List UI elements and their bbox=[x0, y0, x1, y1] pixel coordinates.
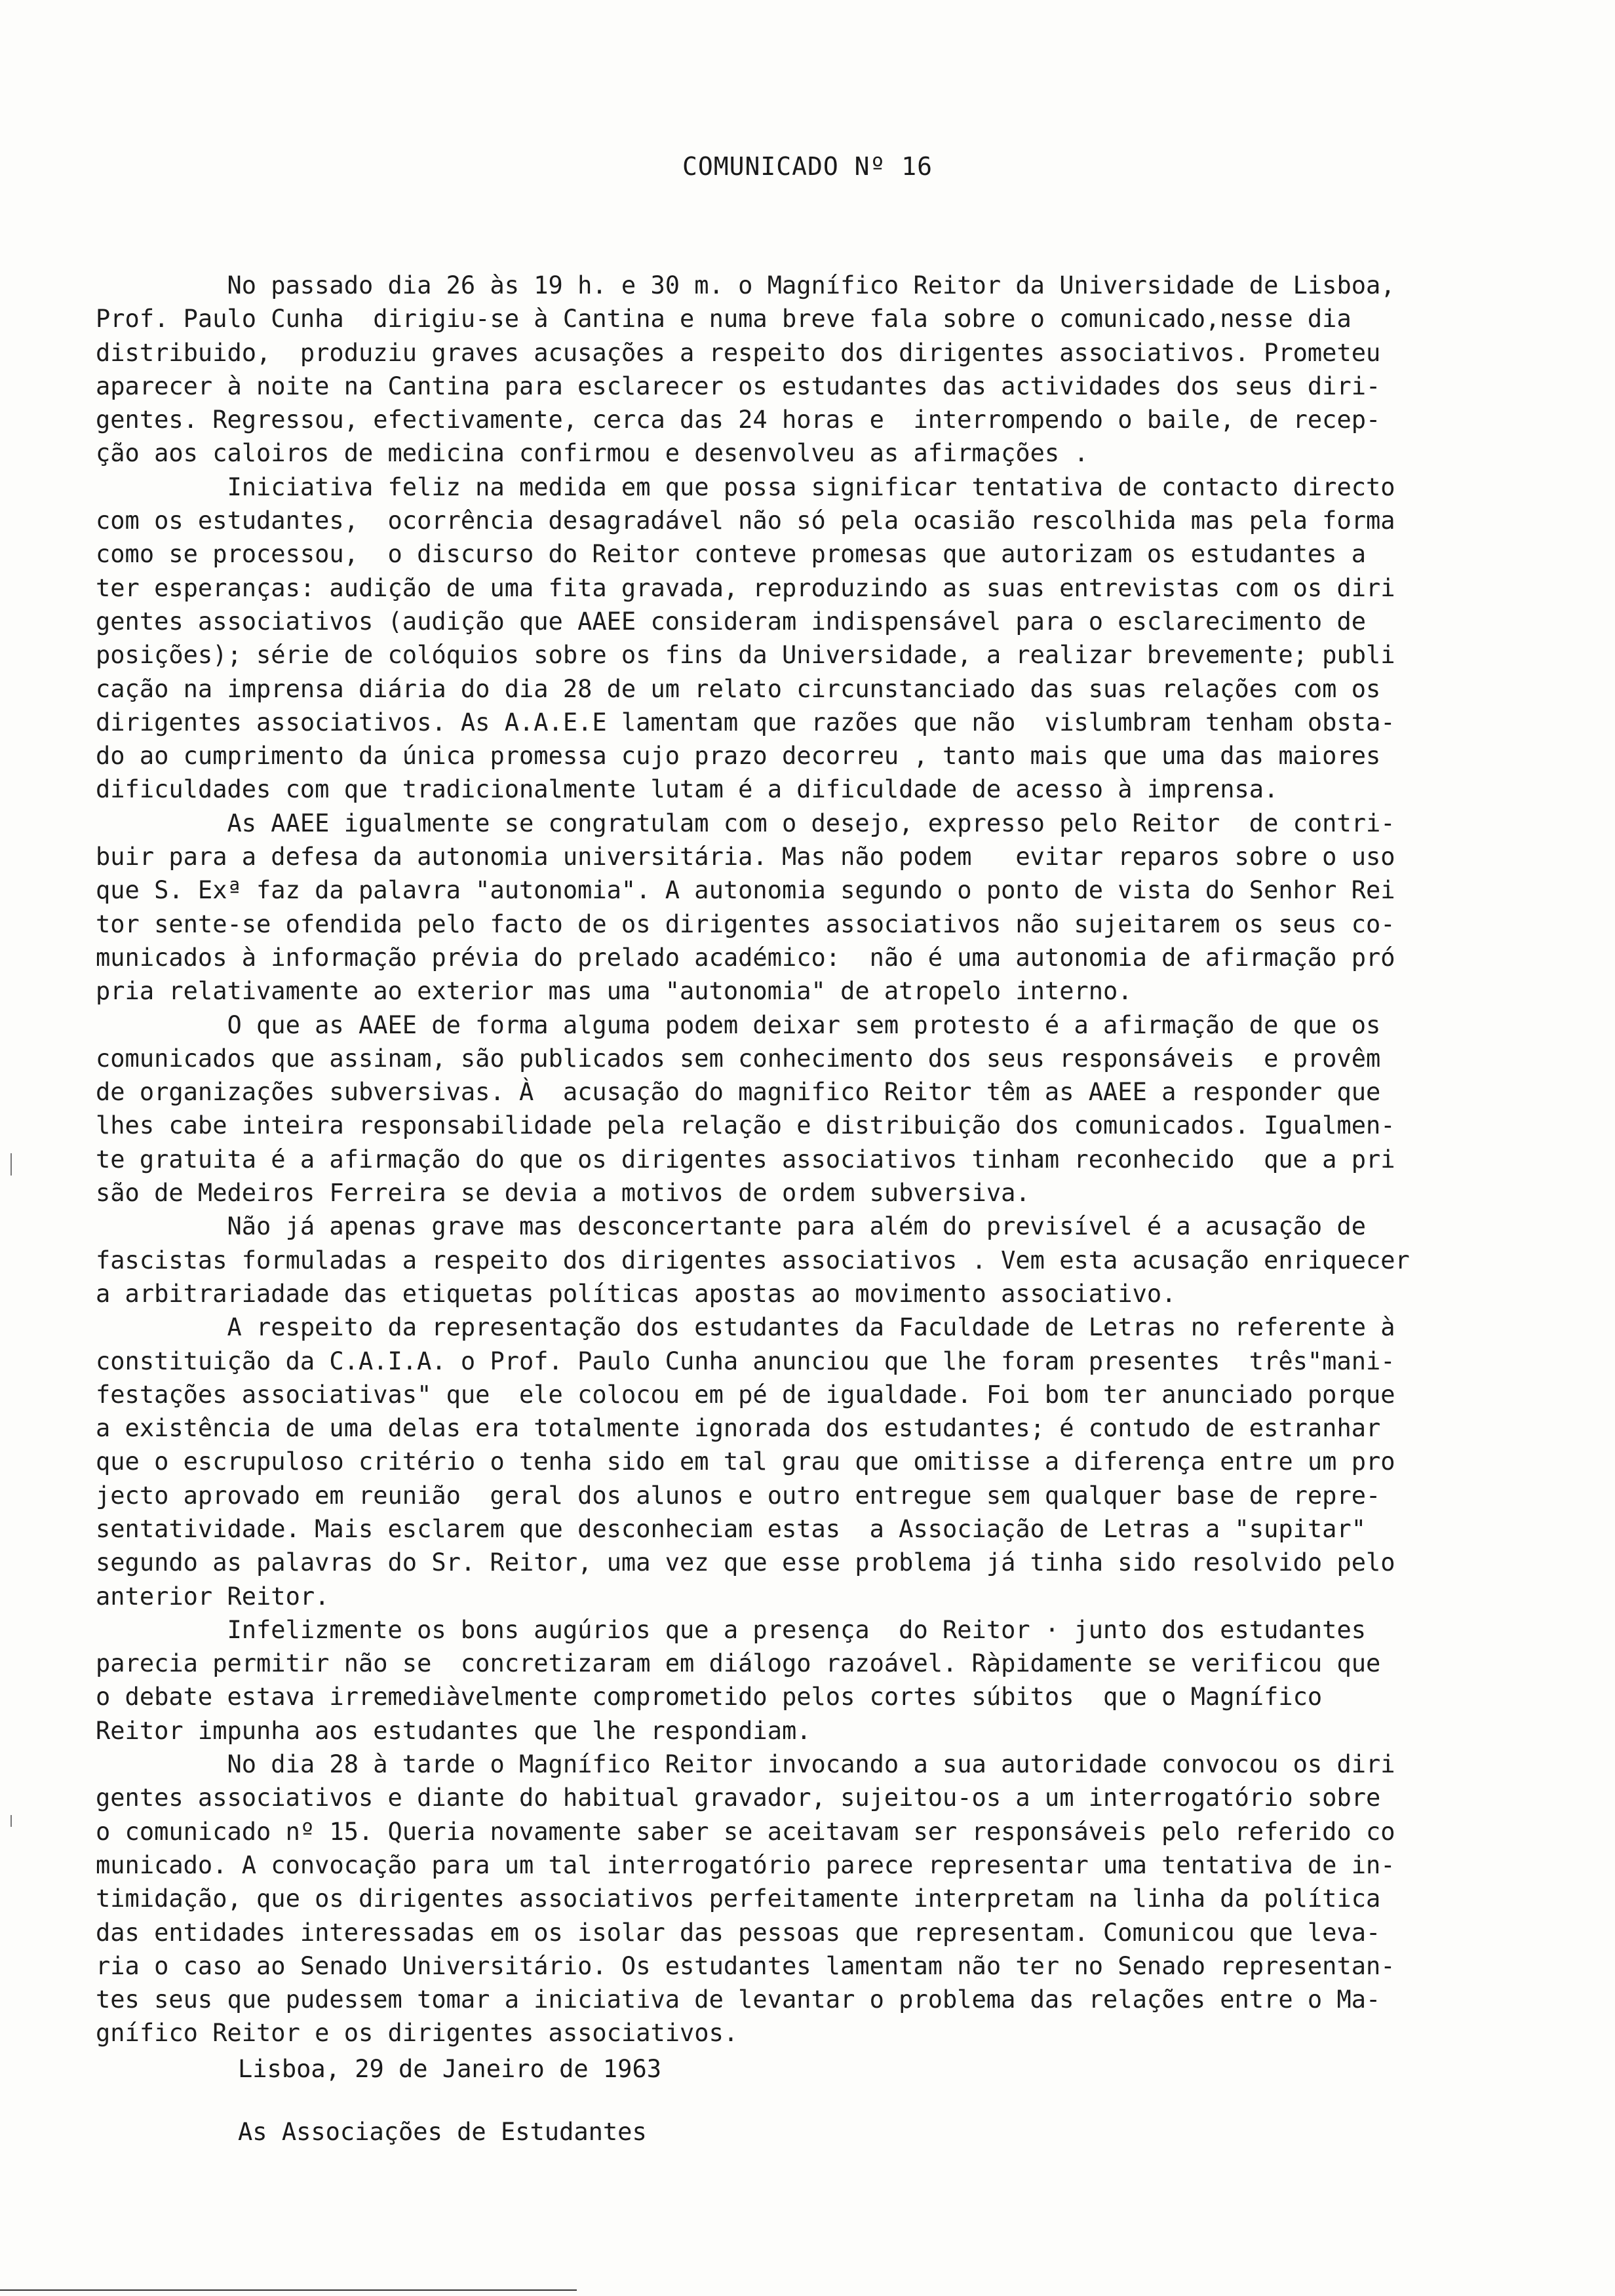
body-line: tor sente-se ofendida pelo facto de os dirigentes associativos não sujeitarem os seus co- bbox=[96, 909, 1395, 938]
body-line: municado. A convocação para um tal interrogatório parece representar uma tentativa de in- bbox=[96, 1850, 1395, 1879]
body-line: segundo as palavras do Sr. Reitor, uma vez que esse problema já tinha sido resolvido pelo bbox=[96, 1548, 1395, 1577]
bottom-edge-rule bbox=[0, 2289, 577, 2291]
body-line: posições); série de colóquios sobre os fins da Universidade, a realizar brevemente; publi bbox=[96, 641, 1395, 670]
body-line: comunicados que assinam, são publicados sem conhecimento dos seus responsáveis e provêm bbox=[96, 1044, 1381, 1073]
document-title: COMUNICADO Nº 16 bbox=[682, 152, 933, 181]
body-line: distribuido, produziu graves acusações a respeito dos dirigentes associativos. Prometeu bbox=[96, 338, 1381, 367]
body-line: Infelizmente os bons augúrios que a presença do Reitor · junto dos estudantes bbox=[96, 1615, 1367, 1644]
body-line: lhes cabe inteira responsabilidade pela relação e distribuição dos comunicados. Igualmen- bbox=[96, 1111, 1395, 1140]
body-line: jecto aprovado em reunião geral dos alunos e outro entregue sem qualquer base de repre- bbox=[96, 1481, 1381, 1510]
body-line: pria relativamente ao exterior mas uma "autonomia" de atropelo interno. bbox=[96, 977, 1133, 1006]
body-line: como se processou, o discurso do Reitor conteve promesas que autorizam os estudantes a bbox=[96, 540, 1367, 569]
body-line: a arbitrariadade das etiquetas políticas apostas ao movimento associativo. bbox=[96, 1279, 1177, 1308]
body-line: Iniciativa feliz na medida em que possa significar tentativa de contacto directo bbox=[96, 472, 1395, 501]
body-line: Não já apenas grave mas desconcertante para além do previsível é a acusação de bbox=[96, 1212, 1367, 1241]
body-line: buir para a defesa da autonomia universitária. Mas não podem evitar reparos sobre o uso bbox=[96, 843, 1395, 871]
scan-speck bbox=[10, 1153, 12, 1176]
body-line: tes seus que pudessem tomar a iniciativa de levantar o problema das relações entre o Ma- bbox=[96, 1985, 1381, 2014]
body-line: anterior Reitor. bbox=[96, 1582, 330, 1611]
document-body bbox=[96, 269, 1564, 2050]
body-line: com os estudantes, ocorrência desagradável não só pela ocasião rescolhida mas pela forma bbox=[96, 507, 1395, 535]
place-and-date: Lisboa, 29 de Janeiro de 1963 bbox=[238, 2055, 662, 2083]
body-line: municados à informação prévia do prelado académico: não é uma autonomia de afirmação pró bbox=[96, 943, 1395, 972]
body-line: o debate estava irremediàvelmente comprometido pelos cortes súbitos que o Magnífico bbox=[96, 1683, 1323, 1712]
body-line: festações associativas" que ele colocou em pé de igualdade. Foi bom ter anunciado porque bbox=[96, 1380, 1395, 1409]
body-line: gentes associativos e diante do habitual gravador, sujeitou-os a um interrogatório sobre bbox=[96, 1784, 1381, 1812]
body-line: timidação, que os dirigentes associativos perfeitamente interpretam na linha da política bbox=[96, 1885, 1381, 1913]
body-line: de organizações subversivas. À acusação do magnifico Reitor têm as AAEE a responder que bbox=[96, 1078, 1381, 1107]
body-line: As AAEE igualmente se congratulam com o desejo, expresso pelo Reitor de contri- bbox=[96, 809, 1395, 837]
body-line: te gratuita é a afirmação do que os dirigentes associativos tinham reconhecido que a pri bbox=[96, 1145, 1395, 1174]
body-line: gentes. Regressou, efectivamente, cerca das 24 horas e interrompendo o baile, de recep- bbox=[96, 406, 1381, 434]
body-line: aparecer à noite na Cantina para esclarecer os estudantes das actividades dos seus diri- bbox=[96, 372, 1381, 400]
body-line: ter esperanças: audição de uma fita gravada, reproduzindo as suas entrevistas com os diri bbox=[96, 573, 1395, 602]
body-line: o comunicado nº 15. Queria novamente saber se aceitavam ser responsáveis pelo referido co bbox=[96, 1817, 1395, 1846]
body-line: a existência de uma delas era totalmente ignorada dos estudantes; é contudo de estranhar bbox=[96, 1414, 1381, 1443]
signature-line: As Associações de Estudantes bbox=[238, 2118, 647, 2146]
scan-speck bbox=[10, 1815, 12, 1827]
body-line: que o escrupuloso critério o tenha sido em tal grau que omitisse a diferença entre um pro bbox=[96, 1447, 1395, 1476]
body-line: fascistas formuladas a respeito dos dirigentes associativos . Vem esta acusação enriquecer bbox=[96, 1246, 1410, 1274]
body-line: Reitor impunha aos estudantes que lhe respondiam. bbox=[96, 1716, 811, 1745]
body-line: constituição da C.A.I.A. o Prof. Paulo Cunha anunciou que lhe foram presentes três"mani- bbox=[96, 1347, 1395, 1375]
body-line: Prof. Paulo Cunha dirigiu-se à Cantina e numa breve fala sobre o comunicado,nesse dia bbox=[96, 305, 1352, 334]
body-line: ção aos caloiros de medicina confirmou e desenvolveu as afirmações . bbox=[96, 439, 1089, 468]
body-line: gentes associativos (audição que AAEE consideram indispensável para o esclarecimento de bbox=[96, 607, 1367, 636]
body-line: No dia 28 à tarde o Magnífico Reitor invocando a sua autoridade convocou os diri bbox=[96, 1750, 1395, 1779]
body-line: O que as AAEE de forma alguma podem deixar sem protesto é a afirmação de que os bbox=[96, 1010, 1381, 1039]
body-line: sentatividade. Mais esclarem que desconheciam estas a Associação de Letras a "supitar" bbox=[96, 1514, 1367, 1543]
body-line: das entidades interessadas em os isolar das pessoas que representam. Comunicou que leva- bbox=[96, 1918, 1381, 1947]
body-line: dirigentes associativos. As A.A.E.E lamentam que razões que não vislumbram tenham obsta- bbox=[96, 708, 1395, 737]
body-line: gnífico Reitor e os dirigentes associativos. bbox=[96, 2019, 739, 2048]
body-line: que S. Exª faz da palavra "autonomia". A autonomia segundo o ponto de vista do Senhor Rei bbox=[96, 876, 1395, 905]
body-line: são de Medeiros Ferreira se devia a motivos de ordem subversiva. bbox=[96, 1179, 1030, 1208]
body-line: A respeito da representação dos estudantes da Faculdade de Letras no referente à bbox=[96, 1313, 1395, 1342]
body-line: ria o caso ao Senado Universitário. Os estudantes lamentam não ter no Senado representan- bbox=[96, 1951, 1395, 1980]
body-line: No passado dia 26 às 19 h. e 30 m. o Magnífico Reitor da Universidade de Lisboa, bbox=[96, 271, 1395, 299]
body-line: cação na imprensa diária do dia 28 de um relato circunstanciado das suas relações com os bbox=[96, 674, 1381, 703]
body-line: dificuldades com que tradicionalmente lutam é a dificuldade de acesso à imprensa. bbox=[96, 775, 1279, 804]
body-line: parecia permitir não se concretizaram em diálogo razoável. Ràpidamente se verificou que bbox=[96, 1649, 1381, 1678]
body-line: do ao cumprimento da única promessa cujo prazo decorreu , tanto mais que uma das maiores bbox=[96, 742, 1381, 771]
